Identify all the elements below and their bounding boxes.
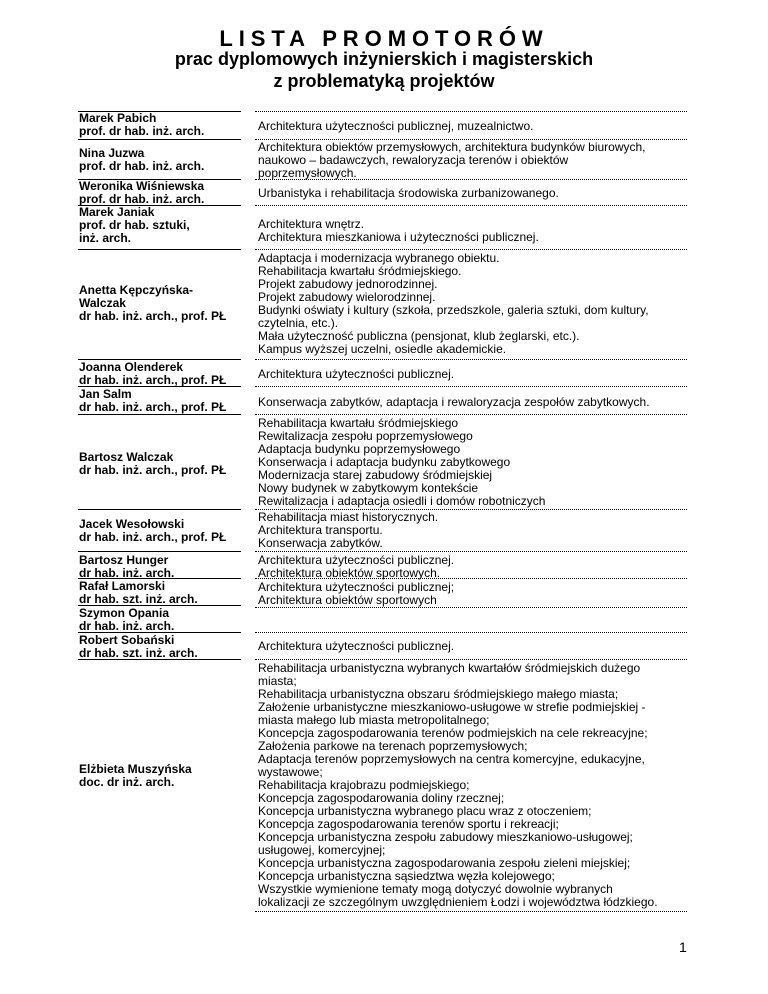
topic-hunger (258, 554, 686, 580)
row-separator (255, 551, 687, 552)
topic-lamorski (258, 581, 686, 607)
supervisor-sobanski (79, 634, 249, 660)
supervisor-title: prof. dr hab. inż. arch. (79, 192, 205, 206)
supervisor-opania (79, 607, 249, 633)
topic-olenderek (258, 368, 686, 381)
topic-line: Koncepcja urbanistyczna zagospodarowania zespołu zieleni miejskiej; (258, 856, 631, 870)
topic-line: Adaptacja budynku poprzemysłowego (258, 442, 461, 456)
topic-line: Architektura obiektów sportowych. (258, 566, 441, 580)
topic-line: Urbanistyka i rehabilitacja środowiska zurbanizowanego. (258, 186, 559, 200)
row-separator (255, 632, 687, 633)
supervisor-name: Marek Janiak (79, 205, 155, 219)
supervisor-title: doc. dr inż. arch. (79, 775, 175, 789)
supervisor-name: Joanna Olenderek (79, 360, 184, 374)
topic-kepczynska-walczak (258, 252, 686, 356)
supervisor-name: Elżbieta Muszyńska (79, 762, 192, 776)
row-separator (255, 414, 687, 415)
topic-line: Koncepcja zagospodarowania terenów sportu i rekreacji; (258, 817, 559, 831)
supervisor-muszynska (79, 763, 249, 789)
supervisor-name: Bartosz Hunger (79, 553, 169, 567)
supervisor-hunger (79, 554, 249, 580)
row-separator (78, 605, 241, 606)
row-separator (78, 359, 241, 360)
row-separator (255, 359, 687, 360)
row-separator (255, 111, 687, 112)
row-separator (255, 205, 687, 206)
supervisor-title: prof. dr hab. sztuki, (79, 218, 190, 232)
supervisor-name: Jacek Wesołowski (79, 517, 185, 531)
topic-line: Rehabilitacja urbanistyczna wybranych kwartałów śródmiejskich dużego (258, 661, 641, 675)
topic-line: Architektura obiektów sportowych (258, 593, 437, 607)
supervisor-name: Bartosz Walczak (79, 450, 174, 464)
topic-line: Koncepcja zagospodarowania doliny rzecznej; (258, 791, 505, 805)
topic-line: Założenia parkowe na terenach poprzemysłowych; (258, 739, 528, 753)
supervisor-walczak (79, 451, 249, 477)
topic-wisniewska (258, 187, 686, 200)
supervisor-title: prof. dr hab. inż. arch. (79, 124, 205, 138)
row-separator (255, 911, 687, 912)
topic-line: Architektura użyteczności publicznej. (258, 367, 455, 381)
topic-janiak (258, 218, 686, 244)
row-separator (255, 386, 687, 387)
supervisor-title: dr hab. inż. arch., prof. PŁ (79, 530, 227, 544)
topic-line: Konserwacja i adaptacja budynku zabytkowego (258, 455, 511, 469)
topic-line: usługowej, komercyjnej; (258, 843, 386, 857)
topic-line: Modernizacja starej zabudowy śródmiejskiej (258, 468, 493, 482)
topic-line: Architektura mieszkaniowa i użyteczności publicznej. (258, 230, 539, 244)
topic-line: Rewitalizacja zespołu poprzemysłowego (258, 429, 473, 443)
topic-line: Konserwacja zabytków, adaptacja i rewaloryzacja zespołów zabytkowych. (258, 395, 650, 409)
topic-line: Architektura użyteczności publicznej, muzealnictwo. (258, 119, 534, 133)
topic-line: Architektura transportu. (258, 523, 383, 537)
supervisor-name: Rafał Lamorski (79, 579, 166, 593)
topic-line: poprzemysłowych. (258, 166, 357, 180)
topic-wesolowski (258, 511, 686, 550)
topic-line: Koncepcja zagospodarowania terenów podmiejskich na cele rekreacyjne; (258, 726, 648, 740)
title-line-3: z problematyką projektów (273, 71, 495, 91)
topic-line: Architektura obiektów przemysłowych, architektura budynków biurowych, (258, 140, 646, 154)
supervisor-name: Szymon Opania (79, 606, 170, 620)
topic-juzwa (258, 141, 686, 180)
supervisor-kepczynska-walczak (79, 284, 249, 323)
row-separator (78, 414, 241, 415)
topic-line: Konserwacja zabytków. (258, 536, 383, 550)
row-separator (78, 179, 241, 180)
row-separator (78, 659, 241, 660)
topic-line: Projekt zabudowy wielorodzinnej. (258, 290, 436, 304)
row-separator (255, 578, 687, 579)
title-line-1: LISTA PROMOTORÓW (219, 26, 549, 51)
supervisor-name: Jan Salm (79, 387, 132, 401)
topic-line: Rewitalizacja i adaptacja osiedli i domów robotniczych (258, 494, 546, 508)
topic-line: Wszystkie wymienione tematy mogą dotyczyć dowolnie wybranych (258, 882, 613, 896)
supervisor-title: dr hab. inż. arch., prof. PŁ (79, 373, 227, 387)
topic-line: czytelnia, etc.). (258, 316, 339, 330)
row-separator (255, 179, 687, 180)
supervisor-olenderek (79, 361, 249, 387)
supervisor-salm (79, 388, 249, 414)
supervisor-title: dr hab. szt. inż. arch. (79, 646, 198, 660)
supervisor-wisniewska (79, 180, 249, 206)
topic-line: lokalizacji ze szczególnym uwzględnieniem Łodzi i województwa łódzkiego. (258, 895, 658, 909)
topic-pabich (258, 120, 686, 133)
row-separator (255, 659, 687, 660)
supervisor-title: inż. arch. (79, 231, 132, 245)
topic-line: Architektura wnętrz. (258, 217, 365, 231)
supervisor-juzwa (79, 147, 249, 173)
row-separator (78, 205, 241, 206)
supervisor-title: dr hab. szt. inż. arch. (79, 592, 198, 606)
row-separator (78, 249, 241, 250)
topic-line: Rehabilitacja kwartału śródmiejskiego (258, 416, 459, 430)
topic-line: Rehabilitacja krajobrazu podmiejskiego; (258, 778, 470, 792)
topic-line: Budynki oświaty i kultury (szkoła, przedszkole, galeria sztuki, dom kultury, (258, 303, 649, 317)
supervisor-name: Walczak (79, 296, 126, 310)
supervisor-name: Robert Sobański (79, 633, 175, 647)
row-separator (78, 551, 241, 552)
topic-line: Nowy budynek w zabytkowym kontekście (258, 481, 479, 495)
topic-line: Adaptacja i modernizacja wybranego obiektu. (258, 251, 500, 265)
topic-walczak (258, 417, 686, 508)
row-separator (78, 578, 241, 579)
topic-line: Architektura użyteczności publicznej. (258, 639, 455, 653)
topic-muszynska (258, 662, 686, 909)
topic-line: Koncepcja urbanistyczna zespołu zabudowy mieszkaniowo-usługowej; (258, 830, 633, 844)
supervisor-title: dr hab. inż. arch. (79, 566, 175, 580)
page-number: 1 (679, 939, 687, 955)
supervisor-janiak (79, 206, 249, 245)
title-line-2: prac dyplomowych inżynierskich i magisterskich (174, 49, 594, 69)
supervisor-wesolowski (79, 518, 249, 544)
topic-line: Rehabilitacja kwartału śródmiejskiego. (258, 264, 462, 278)
topic-salm (258, 396, 686, 409)
topic-line: Mała użyteczność publiczna (pensjonat, klub żeglarski, etc.). (258, 329, 580, 343)
row-separator (255, 139, 687, 140)
topic-line: Architektura użyteczności publicznej. (258, 553, 455, 567)
supervisor-name: Anetta Kępczyńska- (79, 283, 194, 297)
supervisor-title: dr hab. inż. arch., prof. PŁ (79, 309, 227, 323)
topic-line: wystawowe; (258, 765, 323, 779)
supervisor-title: dr hab. inż. arch., prof. PŁ (79, 463, 227, 477)
topic-line: miasta; (258, 674, 297, 688)
row-separator (255, 607, 687, 608)
supervisor-name: Marek Pabich (79, 111, 157, 125)
topic-line: Kampus wyższej uczelni, osiedle akademickie. (258, 342, 507, 356)
topic-line: Projekt zabudowy jednorodzinnej. (258, 277, 438, 291)
supervisor-title: dr hab. inż. arch., prof. PŁ (79, 400, 227, 414)
topic-line: miasta małego lub miasta metropolitalnego; (258, 713, 490, 727)
row-separator (255, 249, 687, 250)
supervisor-lamorski (79, 580, 249, 606)
topic-line: Architektura użyteczności publicznej; (258, 580, 455, 594)
row-separator (78, 509, 241, 510)
row-separator (78, 632, 241, 633)
topic-sobanski (258, 640, 686, 653)
row-separator (255, 509, 687, 510)
row-separator (78, 111, 241, 112)
supervisor-title: prof. dr hab. inż. arch. (79, 159, 205, 173)
topic-line: Rehabilitacja miast historycznych. (258, 510, 439, 524)
topic-line: Założenie urbanistyczne mieszkaniowo-usługowe w strefie podmiejskiej - (258, 700, 646, 714)
supervisor-name: Nina Juzwa (79, 146, 145, 160)
supervisor-name: Weronika Wiśniewska (79, 179, 205, 193)
supervisor-title: dr hab. inż. arch. (79, 619, 175, 633)
topic-line: naukowo – badawczych, rewaloryzacja terenów i obiektów (258, 153, 569, 167)
row-separator (78, 139, 241, 140)
row-separator (78, 386, 241, 387)
topic-line: Koncepcja urbanistyczna sąsiedztwa węzła kolejowego; (258, 869, 555, 883)
topic-line: Adaptacja terenów poprzemysłowych na centra komercyjne, edukacyjne, (258, 752, 645, 766)
topic-line: Koncepcja urbanistyczna wybranego placu wraz z otoczeniem; (258, 804, 592, 818)
supervisor-pabich (79, 112, 249, 138)
topic-line: Rehabilitacja urbanistyczna obszaru śródmiejskiego małego miasta; (258, 687, 619, 701)
